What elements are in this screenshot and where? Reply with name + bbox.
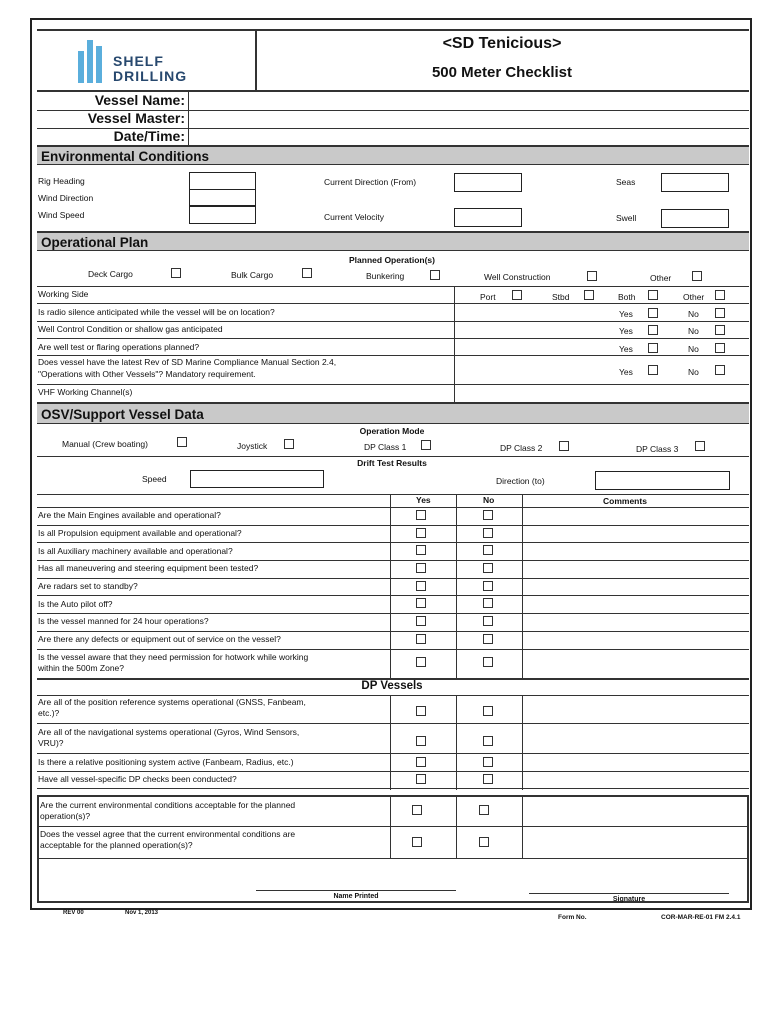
- swell-label: Swell: [616, 213, 637, 223]
- op-question-compliance-line1: Does vessel have the latest Rev of SD Marine Compliance Manual Section 2.4,: [38, 357, 337, 367]
- rig-heading-input[interactable]: [189, 172, 256, 190]
- side-both-label: Both: [618, 292, 636, 302]
- seas-label: Seas: [616, 177, 636, 187]
- op-q3-yes-checkbox[interactable]: [648, 343, 658, 353]
- mode-dp2-checkbox[interactable]: [559, 441, 569, 451]
- op-q2-yes-checkbox[interactable]: [648, 325, 658, 335]
- signature-label: Signature: [612, 896, 646, 903]
- osv-q7-no-checkbox[interactable]: [483, 616, 493, 626]
- dp-question-navigational-line2: VRU)?: [38, 738, 64, 748]
- op-q1-no-checkbox[interactable]: [715, 308, 725, 318]
- drift-test-title: Drift Test Results: [357, 458, 427, 468]
- osv-q3-yes-checkbox[interactable]: [416, 545, 426, 555]
- side-port-checkbox[interactable]: [512, 290, 522, 300]
- op-question-compliance-line2: "Operations with Other Vessels"? Mandatory requirement.: [38, 369, 256, 379]
- mode-joystick-label: Joystick: [237, 441, 268, 451]
- op-q2-no-checkbox[interactable]: [715, 325, 725, 335]
- osv-q1-yes-checkbox[interactable]: [416, 510, 426, 520]
- dp-q1-yes-checkbox[interactable]: [416, 706, 426, 716]
- vessel-name-field[interactable]: [189, 92, 749, 110]
- op-q3-no-checkbox[interactable]: [715, 343, 725, 353]
- section-operational-plan: Operational Plan: [37, 231, 749, 251]
- dp-question-vessel-checks: Have all vessel-specific DP checks been conducted?: [38, 774, 237, 784]
- col-yes-header: Yes: [416, 495, 431, 505]
- op-no-label: No: [688, 326, 699, 336]
- op-other-checkbox[interactable]: [692, 271, 702, 281]
- mode-manual-checkbox[interactable]: [177, 437, 187, 447]
- osv-q5-yes-checkbox[interactable]: [416, 581, 426, 591]
- name-printed-label: Name Printed: [333, 893, 379, 900]
- osv-q9-yes-checkbox[interactable]: [416, 657, 426, 667]
- osv-q8-yes-checkbox[interactable]: [416, 634, 426, 644]
- footer-rev: REV 00: [63, 910, 84, 916]
- final-q2-yes-checkbox[interactable]: [412, 837, 422, 847]
- working-side-label: Working Side: [38, 289, 89, 299]
- operation-mode-title: Operation Mode: [359, 426, 425, 436]
- current-direction-input[interactable]: [454, 173, 522, 192]
- side-port-label: Port: [480, 292, 496, 302]
- name-printed-field[interactable]: [256, 868, 456, 890]
- dp-q2-yes-checkbox[interactable]: [416, 736, 426, 746]
- dp-q3-yes-checkbox[interactable]: [416, 757, 426, 767]
- mode-dp1-checkbox[interactable]: [421, 440, 431, 450]
- op-no-label: No: [688, 309, 699, 319]
- wind-direction-input[interactable]: [189, 189, 256, 206]
- current-direction-label: Current Direction (From): [324, 177, 417, 187]
- side-other-label: Other: [683, 292, 705, 302]
- swell-input[interactable]: [661, 209, 729, 228]
- current-velocity-input[interactable]: [454, 208, 522, 227]
- osv-q3-no-checkbox[interactable]: [483, 545, 493, 555]
- wind-speed-label: Wind Speed: [38, 210, 85, 220]
- op-bulk-cargo-checkbox[interactable]: [302, 268, 312, 278]
- osv-q6-no-checkbox[interactable]: [483, 598, 493, 608]
- osv-question-radars: Are radars set to standby?: [38, 581, 138, 591]
- op-bunkering-label: Bunkering: [366, 271, 405, 281]
- vessel-master-label: Vessel Master:: [87, 110, 185, 126]
- planned-operations-title: Planned Operation(s): [349, 255, 435, 265]
- dp-q2-no-checkbox[interactable]: [483, 736, 493, 746]
- signature-field[interactable]: [529, 870, 729, 893]
- footer-form-code: COR-MAR-RE-01 FM 2.4.1: [661, 914, 741, 921]
- mode-dp2-label: DP Class 2: [500, 443, 543, 453]
- op-q4-yes-checkbox[interactable]: [648, 365, 658, 375]
- logo-text-shelf: SHELF: [113, 53, 164, 69]
- osv-q2-yes-checkbox[interactable]: [416, 528, 426, 538]
- side-stbd-checkbox[interactable]: [584, 290, 594, 300]
- rig-heading-label: Rig Heading: [38, 176, 85, 186]
- op-no-label: No: [688, 344, 699, 354]
- op-well-construction-label: Well Construction: [484, 272, 551, 282]
- dp-vessels-title: DP Vessels: [361, 680, 423, 692]
- dp-question-position-ref-line1: Are all of the position reference systems operational (GNSS, Fanbeam,: [38, 697, 306, 707]
- col-comments-header: Comments: [603, 496, 647, 506]
- osv-q4-no-checkbox[interactable]: [483, 563, 493, 573]
- header: [37, 29, 749, 92]
- op-q1-yes-checkbox[interactable]: [648, 308, 658, 318]
- final-q1-yes-checkbox[interactable]: [412, 805, 422, 815]
- op-question-radio-silence: Is radio silence anticipated while the vessel will be on location?: [38, 307, 275, 317]
- osv-q1-no-checkbox[interactable]: [483, 510, 493, 520]
- op-bulk-cargo-label: Bulk Cargo: [231, 270, 274, 280]
- checklist-form: [30, 18, 752, 910]
- checklist-title: 500 Meter Checklist: [431, 64, 573, 81]
- speed-label: Speed: [142, 474, 167, 484]
- op-yes-label: Yes: [619, 367, 633, 377]
- vhf-channel-field[interactable]: [455, 384, 749, 401]
- op-yes-label: Yes: [619, 309, 633, 319]
- osv-q6-yes-checkbox[interactable]: [416, 598, 426, 608]
- mode-dp3-checkbox[interactable]: [695, 441, 705, 451]
- col-no-header: No: [483, 495, 495, 505]
- footer-date: Nov 1, 2013: [125, 910, 159, 916]
- rig-title: <SD Tenicious>: [442, 35, 562, 52]
- shelf-drilling-logo: [77, 37, 109, 83]
- final-q2-no-checkbox[interactable]: [479, 837, 489, 847]
- direction-input[interactable]: [595, 471, 730, 490]
- speed-input[interactable]: [190, 470, 324, 488]
- direction-label: Direction (to): [496, 476, 545, 486]
- op-deck-cargo-label: Deck Cargo: [88, 269, 133, 279]
- section-environmental-conditions: Environmental Conditions: [37, 145, 749, 165]
- final-question-env-acceptable-line1: Are the current environmental conditions acceptable for the planned: [40, 800, 296, 810]
- seas-input[interactable]: [661, 173, 729, 192]
- osv-question-maneuvering: Has all maneuvering and steering equipment been tested?: [38, 563, 259, 573]
- dp-question-position-ref-line2: etc.)?: [38, 708, 60, 718]
- osv-q7-yes-checkbox[interactable]: [416, 616, 426, 626]
- op-other-label: Other: [650, 273, 672, 283]
- final-question-vessel-agrees-line1: Does the vessel agree that the current environmental conditions are: [40, 829, 296, 839]
- op-yes-label: Yes: [619, 344, 633, 354]
- dp-q4-yes-checkbox[interactable]: [416, 774, 426, 784]
- dp-q1-no-checkbox[interactable]: [483, 706, 493, 716]
- side-both-checkbox[interactable]: [648, 290, 658, 300]
- op-question-well-control: Well Control Condition or shallow gas anticipated: [38, 324, 223, 334]
- osv-q9-no-checkbox[interactable]: [483, 657, 493, 667]
- mode-dp1-label: DP Class 1: [364, 442, 407, 452]
- vessel-name-label: Vessel Name:: [94, 92, 185, 108]
- op-deck-cargo-checkbox[interactable]: [171, 268, 181, 278]
- osv-question-auto-pilot: Is the Auto pilot off?: [38, 599, 113, 609]
- osv-question-defects: Are there any defects or equipment out of service on the vessel?: [38, 634, 281, 644]
- op-bunkering-checkbox[interactable]: [430, 270, 440, 280]
- final-question-env-acceptable-line2: operation(s)?: [40, 811, 91, 821]
- op-question-well-test: Are well test or flaring operations planned?: [38, 342, 200, 352]
- wind-speed-input[interactable]: [189, 206, 256, 224]
- osv-question-main-engines: Are the Main Engines available and operational?: [38, 510, 221, 520]
- side-stbd-label: Stbd: [552, 292, 570, 302]
- final-question-vessel-agrees-line2: acceptable for the planned operation(s)?: [40, 840, 193, 850]
- mode-dp3-label: DP Class 3: [636, 444, 679, 454]
- mode-joystick-checkbox[interactable]: [284, 439, 294, 449]
- op-yes-label: Yes: [619, 326, 633, 336]
- osv-question-auxiliary: Is all Auxiliary machinery available and operational?: [38, 546, 233, 556]
- side-other-checkbox[interactable]: [715, 290, 725, 300]
- osv-question-hotwork-line2: within the 500m Zone?: [38, 663, 124, 673]
- dp-q3-no-checkbox[interactable]: [483, 757, 493, 767]
- footer-form-no-label: Form No.: [558, 914, 587, 921]
- osv-q4-yes-checkbox[interactable]: [416, 563, 426, 573]
- current-velocity-label: Current Velocity: [324, 212, 384, 222]
- vessel-master-field[interactable]: [189, 110, 749, 128]
- final-q1-no-checkbox[interactable]: [479, 805, 489, 815]
- date-time-label: Date/Time:: [113, 128, 185, 144]
- osv-q5-no-checkbox[interactable]: [483, 581, 493, 591]
- date-time-field[interactable]: [189, 128, 749, 146]
- logo-text-drilling: DRILLING: [113, 68, 188, 84]
- dp-q4-no-checkbox[interactable]: [483, 774, 493, 784]
- op-well-construction-checkbox[interactable]: [587, 271, 597, 281]
- mode-manual-label: Manual (Crew boating): [62, 439, 148, 449]
- section-osv-support-vessel-data: OSV/Support Vessel Data: [37, 402, 749, 424]
- vhf-channel-label: VHF Working Channel(s): [38, 387, 133, 397]
- dp-question-relative-positioning: Is there a relative positioning system active (Fanbeam, Radius, etc.): [38, 757, 294, 767]
- op-q4-no-checkbox[interactable]: [715, 365, 725, 375]
- op-no-label: No: [688, 367, 699, 377]
- osv-question-propulsion: Is all Propulsion equipment available and operational?: [38, 528, 242, 538]
- dp-question-navigational-line1: Are all of the navigational systems operational (Gyros, Wind Sensors,: [38, 727, 300, 737]
- osv-question-hotwork-line1: Is the vessel aware that they need permission for hotwork while working: [38, 652, 309, 662]
- wind-direction-label: Wind Direction: [38, 193, 94, 203]
- osv-q8-no-checkbox[interactable]: [483, 634, 493, 644]
- osv-question-manned-24h: Is the vessel manned for 24 hour operations?: [38, 616, 209, 626]
- osv-q2-no-checkbox[interactable]: [483, 528, 493, 538]
